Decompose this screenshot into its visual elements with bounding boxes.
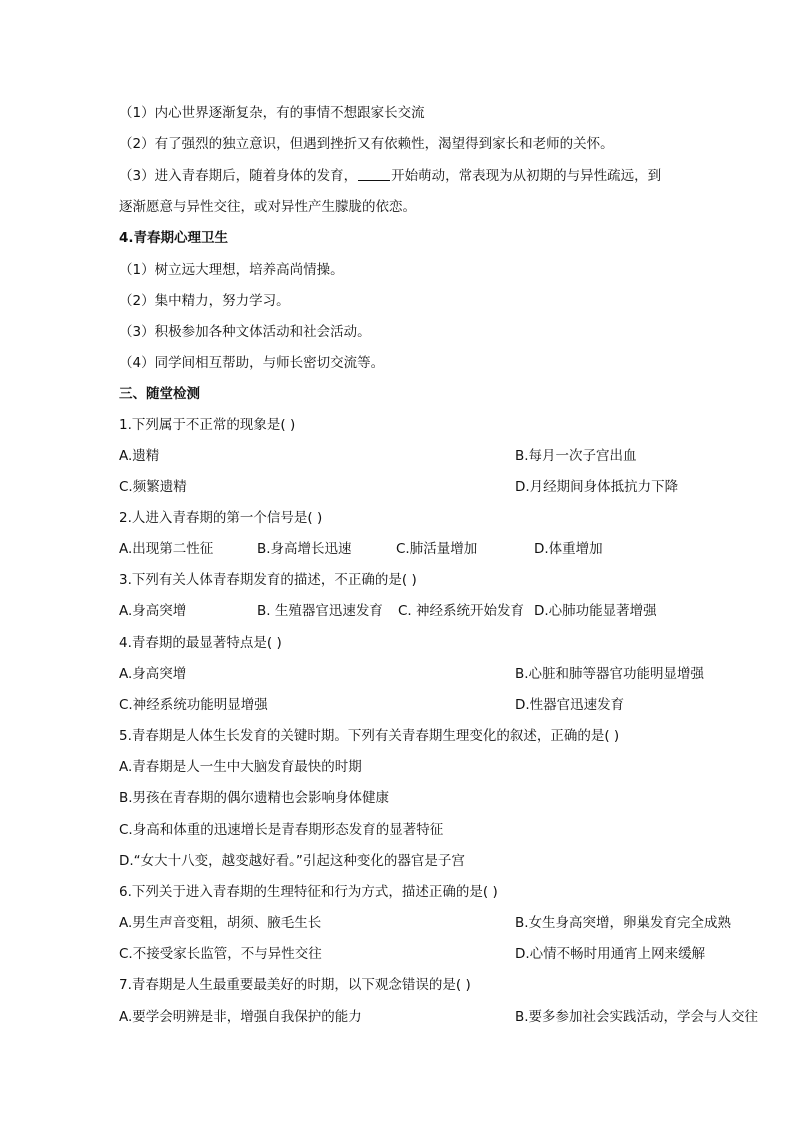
question-4-options-row-1: [119, 665, 705, 683]
question-4-stem: 4.青春期的最显著特点是( ): [119, 635, 282, 651]
question-1-stem: 1.下列属于不正常的现象是( ): [119, 417, 296, 433]
question-7-options-row-1: [119, 1008, 759, 1026]
question-3-stem: 3.下列有关人体青春期发育的描述，不正确的是( ): [119, 572, 417, 588]
question-1-options-row-1: [119, 447, 637, 465]
hygiene-item-4: （4）同学间相互帮助，与师长密切交流等。: [119, 355, 385, 371]
question-2-option-d: D.体重增加: [534, 541, 603, 557]
hygiene-item-1: （1）树立远大理想，培养高尚情操。: [119, 262, 344, 278]
question-6-options-row-2: [119, 945, 706, 963]
question-5-stem: 5.青春期是人体生长发育的关键时期。下列有关青春期生理变化的叙述，正确的是( ): [119, 728, 620, 744]
psych-change-item-2: （2）有了强烈的独立意识，但遇到挫折又有依赖性，渴望得到家长和老师的关怀。: [119, 136, 614, 152]
section-heading-quiz: 三、随堂检测: [119, 386, 200, 402]
question-2-stem: 2.人进入青春期的第一个信号是( ): [119, 510, 323, 526]
question-1-options-row-2: [119, 478, 679, 496]
question-4-option-d: D.性器官迅速发育: [515, 697, 625, 713]
question-4-option-c: C.神经系统功能明显增强: [119, 697, 268, 713]
psych-change-item-3-cont: 逐渐愿意与异性交往，或对异性产生朦胧的依恋。: [119, 199, 416, 215]
fill-in-blank: [358, 168, 390, 181]
question-1-option-c: C.频繁遗精: [119, 479, 187, 495]
hygiene-item-2: （2）集中精力，努力学习。: [119, 293, 290, 309]
question-6-option-a: A.男生声音变粗，胡须、腋毛生长: [119, 915, 322, 931]
question-6-options-row-1: [119, 914, 732, 932]
item-3-text-before: （3）进入青春期后，随着身体的发育，: [119, 168, 358, 184]
question-7-option-b: B.要多参加社会实践活动，学会与人交往: [515, 1009, 759, 1025]
question-2-option-b: B.身高增长迅速: [257, 541, 352, 557]
question-7-stem: 7.青春期是人生最重要最美好的时期，以下观念错误的是( ): [119, 977, 471, 993]
question-7-option-a: A.要学会明辨是非，增强自我保护的能力: [119, 1009, 362, 1025]
item-3-text-after: 开始萌动，常表现为从初期的与异性疏远，到: [391, 168, 662, 184]
question-5-option-d: D.“女大十八变，越变越好看。”引起这种变化的器官是子宫: [119, 853, 465, 869]
question-4-option-b: B.心脏和肺等器官功能明显增强: [515, 666, 705, 682]
question-5-option-a: A.青春期是人一生中大脑发育最快的时期: [119, 759, 362, 775]
psych-change-item-3: [119, 167, 661, 185]
question-5-option-b: B.男孩在青春期的偶尔遗精也会影响身体健康: [119, 790, 390, 806]
question-1-option-d: D.月经期间身体抵抗力下降: [515, 479, 679, 495]
question-3-option-d: D.心肺功能显著增强: [534, 603, 657, 619]
question-6-option-b: B.女生身高突增，卵巢发育完全成熟: [515, 915, 732, 931]
hygiene-item-3: （3）积极参加各种文体活动和社会活动。: [119, 324, 371, 340]
psych-change-item-1: （1）内心世界逐渐复杂，有的事情不想跟家长交流: [119, 105, 425, 121]
question-1-option-b: B.每月一次子宫出血: [515, 448, 637, 464]
question-3-option-b: B. 生殖器官迅速发育: [257, 603, 383, 619]
section-heading-hygiene: 4.青春期心理卫生: [119, 230, 229, 246]
question-2-option-a: A.出现第二性征: [119, 541, 214, 557]
question-6-option-d: D.心情不畅时用通宵上网来缓解: [515, 946, 706, 962]
question-4-options-row-2: [119, 696, 625, 714]
question-3-option-c: C. 神经系统开始发育: [398, 603, 525, 619]
question-3-option-a: A.身高突增: [119, 603, 187, 619]
question-2-option-c: C.肺活量增加: [396, 541, 478, 557]
question-6-option-c: C.不接受家长监管，不与异性交往: [119, 946, 322, 962]
question-1-option-a: A.遗精: [119, 448, 160, 464]
question-4-option-a: A.身高突增: [119, 666, 187, 682]
question-6-stem: 6.下列关于进入青春期的生理特征和行为方式，描述正确的是( ): [119, 884, 498, 900]
question-5-option-c: C.身高和体重的迅速增长是青春期形态发育的显著特征: [119, 822, 444, 838]
